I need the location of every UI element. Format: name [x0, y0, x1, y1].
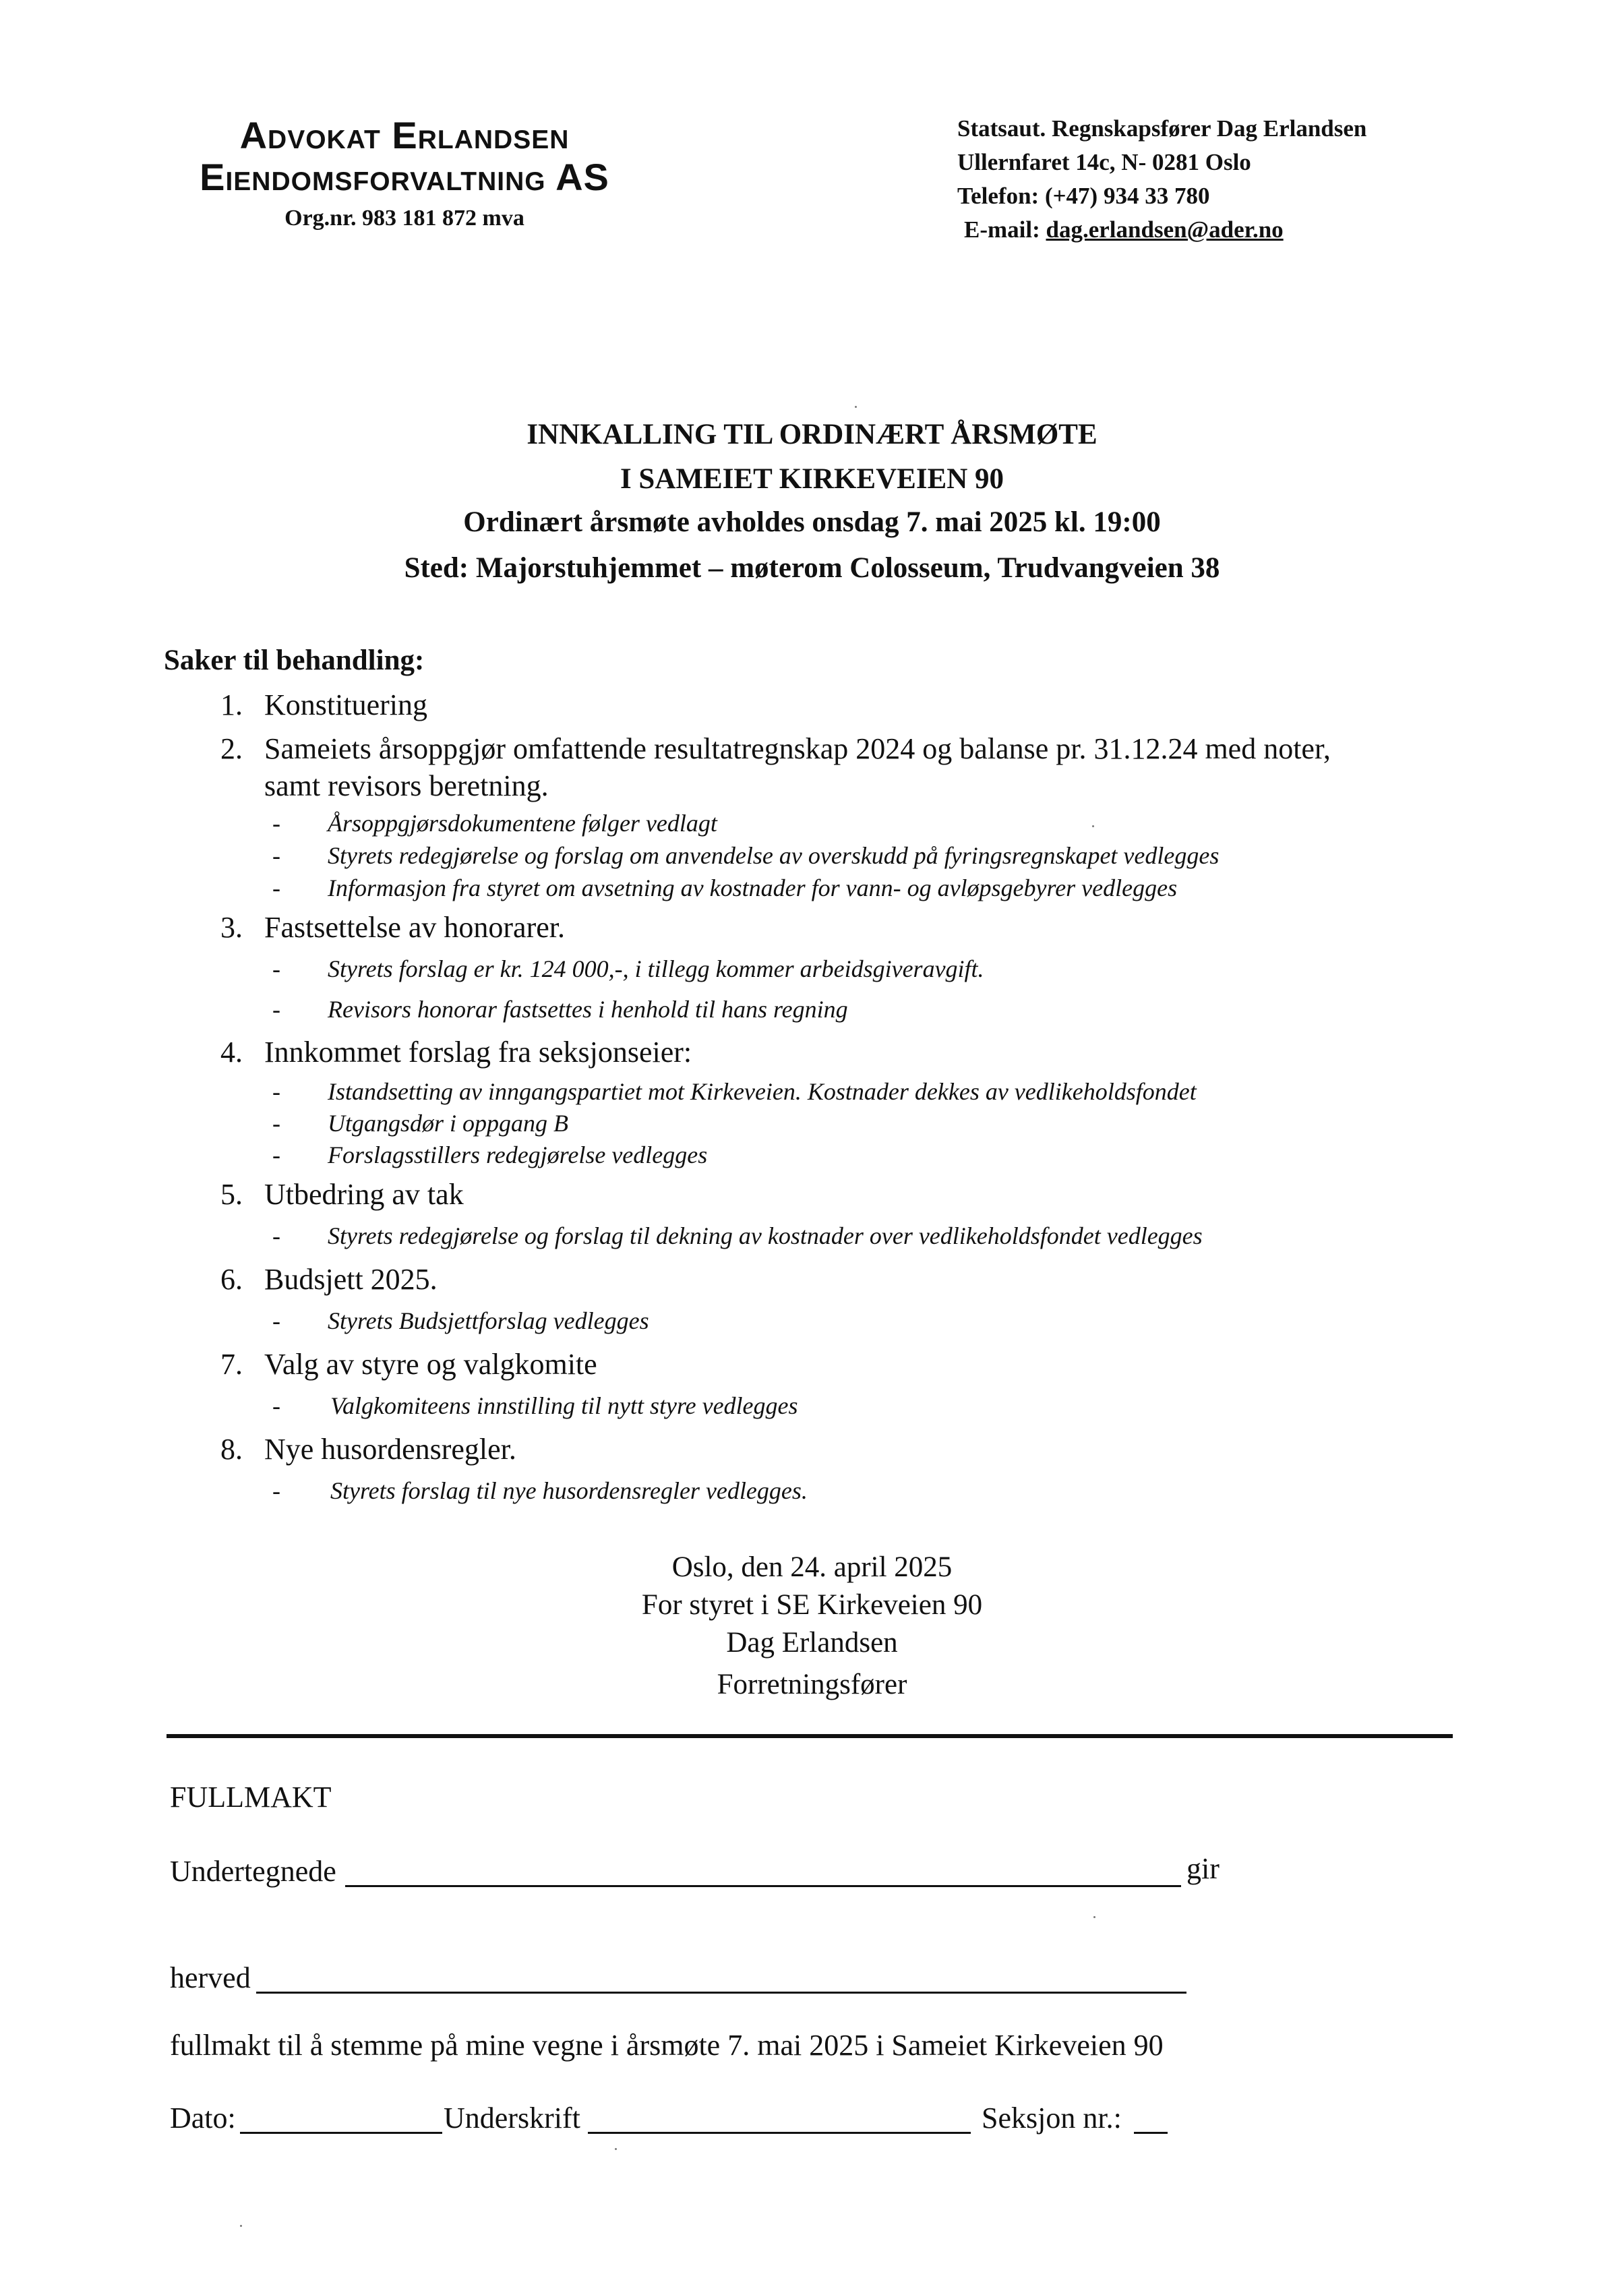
signature-field[interactable]	[588, 2132, 971, 2134]
org-number: Org.nr. 983 181 872 mva	[284, 206, 524, 231]
signature-role: Forretningsfører	[717, 1669, 907, 1700]
agenda-subitem: Utgangsdør i oppgang B	[328, 1110, 569, 1137]
list-dash: -	[272, 996, 280, 1023]
list-dash: -	[272, 810, 280, 837]
list-dash: -	[272, 1222, 280, 1249]
agenda-item-text: Fastsettelse av honorarer.	[264, 911, 565, 944]
scan-speck	[855, 406, 857, 408]
undersigned-label: Undertegnede	[170, 1855, 336, 1888]
agenda-item-text: Innkommet forslag fra seksjonseier:	[264, 1036, 692, 1069]
letterhead-company	[169, 115, 640, 233]
agenda-item-number: 1.	[220, 688, 243, 721]
section-number-field[interactable]	[1134, 2132, 1168, 2134]
proxy-holder-field[interactable]	[256, 1992, 1186, 1994]
agenda-item-number: 5.	[220, 1178, 243, 1211]
date-label: Dato:	[170, 2102, 236, 2135]
agenda-item-number: 6.	[220, 1263, 243, 1296]
proxy-heading: FULLMAKT	[170, 1781, 332, 1814]
list-dash: -	[272, 1078, 280, 1105]
agenda-item-number: 8.	[220, 1433, 243, 1466]
list-dash: -	[272, 955, 280, 982]
email-label: E-mail:	[964, 216, 1040, 243]
letterhead-contact	[957, 112, 1366, 247]
notice-subtitle: I SAMEIET KIRKEVEIEN 90	[620, 463, 1004, 495]
undersigned-field[interactable]	[345, 1885, 1181, 1887]
scan-speck	[1093, 1916, 1095, 1918]
company-name-line2: Eiendomsforvaltning AS	[200, 156, 609, 198]
notice-title: INNKALLING TIL ORDINÆRT ÅRSMØTE	[527, 419, 1097, 450]
agenda-item-text: Konstituering	[264, 688, 427, 721]
agenda-subitem: Styrets Budsjettforslag vedlegges	[328, 1307, 649, 1334]
list-dash: -	[272, 1392, 280, 1419]
list-dash: -	[272, 842, 280, 869]
accountant-title: Statsaut. Regnskapsfører Dag Erlandsen	[957, 115, 1367, 142]
list-dash: -	[272, 1110, 280, 1137]
agenda-subitem: Styrets forslag er kr. 124 000,-, i tillegg kommer arbeidsgiveravgift.	[328, 955, 984, 982]
scan-speck	[1092, 825, 1094, 827]
agenda-item-text: Nye husordensregler.	[264, 1433, 516, 1466]
agenda-subitem: Informasjon fra styret om avsetning av kostnader for vann- og avløpsgebyrer vedlegges	[328, 874, 1178, 901]
signature-label: Underskrift	[444, 2102, 580, 2135]
address: Ullernfaret 14c, N- 0281 Oslo	[957, 149, 1251, 175]
email-link[interactable]: dag.erlandsen@ader.no	[1046, 216, 1284, 243]
agenda-item-text: Budsjett 2025.	[264, 1263, 438, 1296]
phone: Telefon: (+47) 934 33 780	[957, 183, 1210, 209]
list-dash: -	[272, 1141, 280, 1168]
agenda-item-number: 2.	[220, 732, 243, 765]
agenda-item-text: Sameiets årsoppgjør omfattende resultatregnskap 2024 og balanse pr. 31.12.24 med noter,	[264, 732, 1331, 765]
meeting-time: Ordinært årsmøte avholdes onsdag 7. mai 2025 kl. 19:00	[463, 506, 1161, 538]
agenda-subitem: Styrets redegjørelse og forslag til dekning av kostnader over vedlikeholdsfondet vedlegges	[328, 1222, 1203, 1249]
agenda-subitem: Forslagsstillers redegjørelse vedlegges	[328, 1141, 708, 1168]
agenda-subitem: Revisors honorar fastsettes i henhold til hans regning	[328, 996, 848, 1023]
list-dash: -	[272, 874, 280, 901]
signature-place-date: Oslo, den 24. april 2025	[671, 1551, 953, 1583]
signature-name: Dag Erlandsen	[726, 1627, 898, 1659]
agenda-item-text: Utbedring av tak	[264, 1178, 464, 1211]
gives-label: gir	[1186, 1852, 1220, 1885]
section-divider	[167, 1734, 1453, 1738]
signature-on-behalf: For styret i SE Kirkeveien 90	[641, 1589, 983, 1621]
date-field[interactable]	[240, 2132, 442, 2134]
scan-speck	[615, 2148, 617, 2150]
proxy-statement: fullmakt til å stemme på mine vegne i årsmøte 7. mai 2025 i Sameiet Kirkeveien 90	[170, 2029, 1164, 2062]
hereby-label: herved	[170, 1961, 251, 1994]
agenda-item-text: Valg av styre og valgkomite	[264, 1348, 597, 1381]
agenda-heading: Saker til behandling:	[164, 645, 425, 676]
agenda-item-number: 7.	[220, 1348, 243, 1381]
company-name-line1: Advokat Erlandsen	[239, 114, 570, 156]
list-dash: -	[272, 1477, 280, 1504]
agenda-item-number: 3.	[220, 911, 243, 944]
agenda-subitem: Styrets redegjørelse og forslag om anvendelse av overskudd på fyringsregnskapet vedlegges	[328, 842, 1220, 869]
agenda-subitem: Styrets forslag til nye husordensregler vedlegges.	[330, 1477, 808, 1504]
agenda-subitem: Valgkomiteens innstilling til nytt styre vedlegges	[330, 1392, 798, 1419]
agenda-subitem: Istandsetting av inngangspartiet mot Kirkeveien. Kostnader dekkes av vedlikeholdsfondet	[328, 1078, 1197, 1105]
agenda-item-text-continued: samt revisors beretning.	[264, 769, 549, 802]
email-row	[957, 213, 1366, 247]
agenda-item-number: 4.	[220, 1036, 243, 1069]
list-dash: -	[272, 1307, 280, 1334]
section-number-label: Seksjon nr.:	[982, 2102, 1122, 2135]
meeting-place: Sted: Majorstuhjemmet – møterom Colosseum, Trudvangveien 38	[404, 552, 1220, 584]
agenda-subitem: Årsoppgjørsdokumentene følger vedlagt	[328, 810, 717, 837]
scan-speck	[240, 2225, 242, 2227]
